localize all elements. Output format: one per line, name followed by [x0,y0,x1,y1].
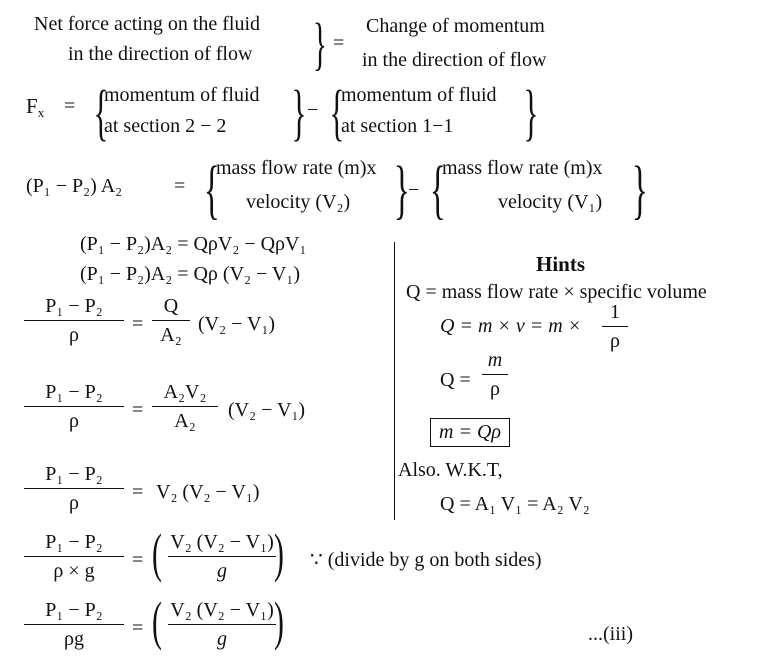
eq2-b-left-brace: { [329,79,345,147]
eq10-lhs-num: P₁ − P₂ [45,599,103,621]
eq8-lhs-num: P₁ − P₂ [45,463,103,485]
fraction-bar [24,320,124,321]
eq9-lhs-num: P₁ − P₂ [45,531,103,553]
hints-line2-num: 1 [610,301,620,323]
fraction-bar [152,320,190,321]
fraction-bar [168,624,276,625]
eq7-lhs-fraction [24,382,124,431]
eq4: (P₁ − P₂)A₂ = QρV₂ − QρV₁ [80,233,307,255]
eq2-minus: − [307,99,319,121]
eq1-left-top: Net force acting on the fluid [34,13,261,35]
fraction-bar [168,556,276,557]
eq2-b-right-brace: } [523,79,539,147]
eq3-a-top: mass flow rate (m)x [216,157,377,179]
eq9-rhs-num: V₂ (V₂ − V₁) [170,531,274,553]
hints-also: Also. W.K.T, [398,459,503,481]
eq10-right-paren: ) [274,591,284,651]
eq3-a-right-brace: } [393,153,410,226]
eq8-lhs-den: ρ [69,492,79,514]
eq7-rhs-fraction [152,382,218,431]
eq6-rhs-num: Q [163,295,179,317]
eq3-lhs: (P₁ − P₂) A₂ [26,175,123,197]
eq3-b-top: mass flow rate (m)x [442,157,603,179]
hints-divider [394,242,395,520]
eq6-rhs-den: A₂ [160,324,182,346]
eq9-equals: = [132,549,144,571]
hints-boxed-formula: m = Qρ [430,418,510,447]
eq1-equals: = [333,32,345,54]
fraction-bar [602,326,628,327]
eq1-left-bottom: in the direction of flow [68,43,253,65]
eq2-b-bottom: at section 1−1 [341,115,454,137]
hints-line1: Q = mass flow rate × specific volume [406,281,707,303]
eq6-lhs-fraction [24,296,124,345]
eq7-equals: = [132,399,144,421]
hints-line2-den: ρ [610,330,620,352]
eq6-lhs-num: P₁ − P₂ [45,295,103,317]
eq10-rhs-num: V₂ (V₂ − V₁) [170,599,274,621]
eq6-tail: (V₂ − V₁) [198,313,276,335]
fraction-bar [24,406,124,407]
eq2-a-top: momentum of fluid [104,84,260,106]
eq10-rhs-den: g [217,628,227,650]
eq3-a-left-brace: { [203,153,220,226]
eq9-right-paren: ) [274,523,284,583]
eq10-equals: = [132,617,144,639]
fraction-bar [24,624,124,625]
hints-line3-den: ρ [490,378,500,400]
eq9-rhs-den: g [217,560,227,582]
eq10-lhs-den: ρg [64,628,84,650]
eq9-lhs-den: ρ × g [53,560,95,582]
eq7-rhs-den: A₂ [174,410,196,432]
eq9-rhs-fraction [168,532,276,581]
eq6-rhs-fraction [152,296,190,345]
eq1-right-bottom: in the direction of flow [362,49,547,71]
eq9-left-paren: ( [152,523,162,583]
eq1-right-brace: } [312,11,327,76]
eq3-b-bottom: velocity (V₁) [498,191,603,213]
fraction-bar [482,374,508,375]
eq2-a-left-brace: { [93,79,109,147]
eq6-lhs-den: ρ [69,324,79,346]
eq2-a-bottom: at section 2 − 2 [104,115,227,137]
eq10-lhs-fraction [24,600,124,649]
hints-line3-num: m [487,349,503,371]
hints-last: Q = A₁ V₁ = A₂ V₂ [440,493,590,515]
eq3-minus: − [408,179,420,201]
eq9-note: ∵ (divide by g on both sides) [310,549,542,571]
eq5: (P₁ − P₂)A₂ = Qρ (V₂ − V₁) [80,263,300,285]
eq10-left-paren: ( [152,591,162,651]
fraction-bar [24,488,124,489]
eq10-label: ...(iii) [588,623,633,645]
fraction-bar [24,556,124,557]
eq3-a-bottom: velocity (V₂) [246,191,351,213]
hints-line2-lhs: Q = m × v = m × [440,315,582,337]
eq10-rhs-fraction [168,600,276,649]
eq1-right-top: Change of momentum [366,15,545,37]
eq2-a-right-brace: } [291,79,307,147]
hints-title: Hints [536,252,586,276]
eq8-equals: = [132,481,144,503]
eq2-lhs: $F_x$ [26,94,45,120]
eq7-rhs-num: A₂V₂ [163,381,207,403]
eq9-lhs-fraction [24,532,124,581]
fraction-bar [152,406,218,407]
eq7-lhs-den: ρ [69,410,79,432]
hints-line3-fraction [482,350,508,399]
eq8-lhs-fraction [24,464,124,513]
eq2-b-top: momentum of fluid [341,84,497,106]
eq3-b-left-brace: { [429,153,446,226]
hints-line2-fraction [602,302,628,351]
eq3-b-right-brace: } [631,153,648,226]
eq2-equals: = [64,95,76,117]
eq7-lhs-num: P₁ − P₂ [45,381,103,403]
eq3-equals: = [174,175,186,197]
eq7-tail: (V₂ − V₁) [228,399,306,421]
hints-line3-lhs: Q = [440,369,471,391]
eq6-equals: = [132,313,144,335]
eq8-tail: V₂ (V₂ − V₁) [156,481,260,503]
